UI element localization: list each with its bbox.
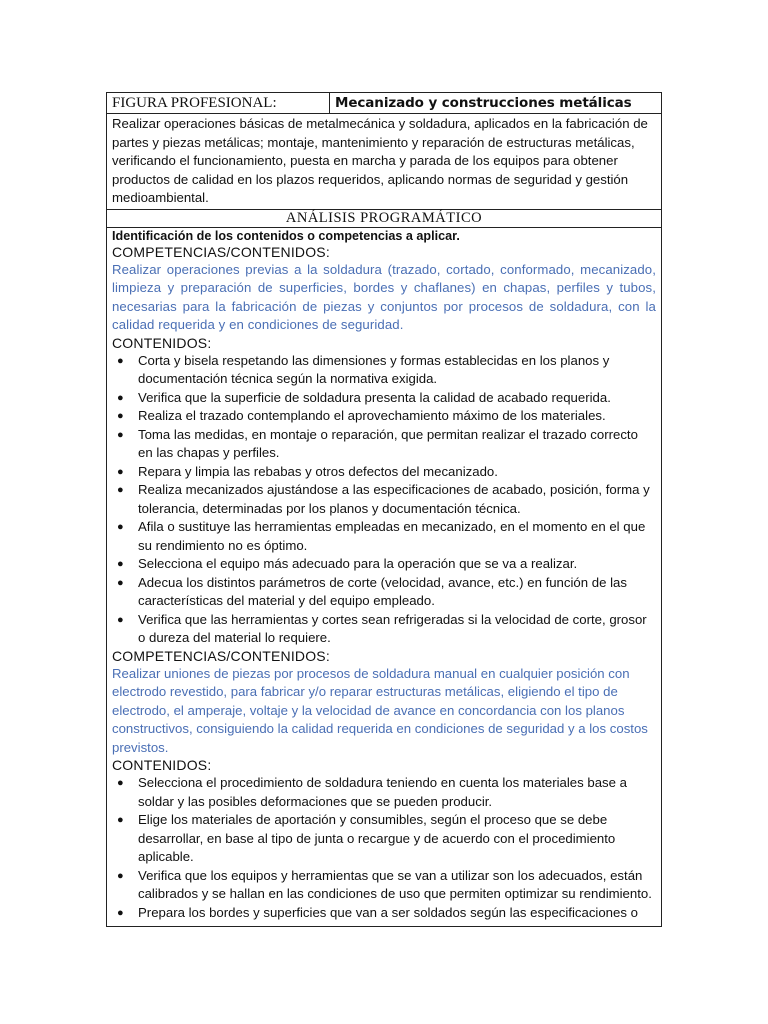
competencias-label: COMPETENCIAS/CONTENIDOS:: [112, 647, 330, 664]
profile-label: FIGURA PROFESIONAL:: [107, 93, 330, 114]
list-item-text: Prepara los bordes y superficies que van a ser soldados según las especificaciones o: [138, 904, 638, 920]
profile-title: Mecanizado y construcciones metálicas: [330, 93, 662, 114]
list-item: [112, 426, 656, 463]
list-item: [112, 352, 656, 389]
bullet-icon: ●: [117, 613, 124, 626]
contenidos-label: CONTENIDOS:: [112, 334, 212, 351]
competency-text: Realizar operaciones previas a la soldadura (trazado, cortado, conformado, mecanizado, limpieza y preparación de superficies, bordes y chaflanes) en chapas, perfiles y tubos, necesarias para la fabricación de piezas y conjuntos por procesos de soldadura, con la calidad requerida y en condiciones de seguridad.: [112, 261, 656, 332]
list-item-text: Realiza el trazado contemplando el aprovechamiento máximo de los materiales.: [138, 408, 606, 423]
list-item-text: Verifica que la superficie de soldadura presenta la calidad de acabado requerida.: [138, 389, 611, 405]
description-row: [107, 114, 662, 210]
list-item: [112, 574, 656, 611]
analysis-body-row: [107, 227, 662, 927]
list-item: [112, 463, 656, 482]
list-item: [112, 555, 656, 574]
list-item-text: Toma las medidas, en montaje o reparación, que permitan realizar el trazado correcto en las chapas y perfiles.: [138, 426, 638, 460]
list-item-text: Afila o sustituye las herramientas empleadas en mecanizado, en el momento en el que su rendimiento no es óptimo.: [138, 519, 646, 553]
competencias-label: COMPETENCIAS/CONTENIDOS:: [112, 243, 330, 260]
analysis-heading: ANÁLISIS PROGRAMÁTICO: [107, 209, 662, 227]
list-item-text: Selecciona el equipo más adecuado para la operación que se va a realizar.: [138, 556, 578, 571]
bullet-icon: ●: [117, 576, 124, 589]
bullet-icon: ●: [117, 777, 124, 789]
bullet-icon: ●: [117, 354, 124, 367]
header-row: [107, 93, 662, 114]
competency-section-1: [112, 244, 656, 648]
bullet-icon: ●: [117, 391, 124, 404]
list-item: [112, 407, 656, 426]
list-item: [112, 518, 656, 555]
identification-note: Identificación de los contenidos o competencias a aplicar.: [112, 228, 460, 243]
list-item-text: Verifica que los equipos y herramientas que se van a utilizar son los adecuados, están calibrados y se hallan en las condiciones de uso que permiten optimizar su rendimiento.: [138, 867, 652, 901]
profile-description: Realizar operaciones básicas de metalmecánica y soldadura, aplicados en la fabricación de partes y piezas metálicas; montaje, mantenimiento y reparación de estructuras metálicas, verificando el funcionamiento, puesta en marcha y parada de los equipos para obtener productos de calidad en los plazos requeridos, aplicando normas de seguridad y gestión medioambiental.: [107, 114, 662, 210]
list-item-text: Realiza mecanizados ajustándose a las especificaciones de acabado, posición, forma y tolerancia, determinadas por los planos y documentación técnica.: [138, 482, 650, 516]
analysis-body: [107, 227, 662, 927]
list-item: [112, 867, 656, 904]
bullet-icon: ●: [117, 465, 124, 478]
content-list: [112, 774, 656, 922]
list-item-text: Corta y bisela respetando las dimensiones y formas establecidas en los planos y documentación técnica según la normativa exigida.: [138, 352, 610, 386]
bullet-icon: ●: [117, 906, 124, 919]
list-item-text: Repara y limpia las rebabas y otros defectos del mecanizado.: [138, 463, 498, 479]
list-item-text: Adecua los distintos parámetros de corte (velocidad, avance, etc.) en función de las características del material y del equipo empleado.: [138, 574, 627, 608]
bullet-icon: ●: [117, 814, 124, 826]
list-item: [112, 481, 656, 518]
document-page: [106, 92, 662, 927]
competency-section-2: [112, 648, 656, 923]
bullet-icon: ●: [117, 521, 124, 533]
list-item: [112, 774, 656, 811]
list-item: [112, 904, 656, 923]
list-item: [112, 611, 656, 648]
bullet-icon: ●: [117, 484, 124, 496]
analysis-heading-row: [107, 209, 662, 227]
list-item-text: Selecciona el procedimiento de soldadura teniendo en cuenta los materiales base a soldar y las posibles deformaciones que se pueden producir.: [138, 775, 627, 809]
list-item: [112, 811, 656, 867]
list-item-text: Elige los materiales de aportación y consumibles, según el proceso que se debe desarrollar, en base al tipo de junta o recargue y de acuerdo con el procedimiento aplicable.: [138, 812, 616, 864]
profile-table: [106, 92, 662, 927]
list-item-text: Verifica que las herramientas y cortes sean refrigeradas si la velocidad de corte, grosor o dureza del material lo requiere.: [138, 611, 647, 645]
list-item: [112, 389, 656, 408]
bullet-icon: ●: [117, 428, 124, 441]
bullet-icon: ●: [117, 410, 124, 422]
bullet-icon: ●: [117, 558, 124, 570]
competency-text: Realizar uniones de piezas por procesos de soldadura manual en cualquier posición con electrodo revestido, para fabricar y/o reparar estructuras metálicas, eligiendo el tipo de electrodo, el amperaje, voltaje y la velocidad de avance en concordancia con los planos constructivos, consiguiendo la calidad requerida en condiciones de seguridad y a los costos previstos.: [112, 665, 648, 755]
bullet-icon: ●: [117, 869, 124, 882]
content-list: [112, 352, 656, 648]
contenidos-label: CONTENIDOS:: [112, 757, 212, 773]
